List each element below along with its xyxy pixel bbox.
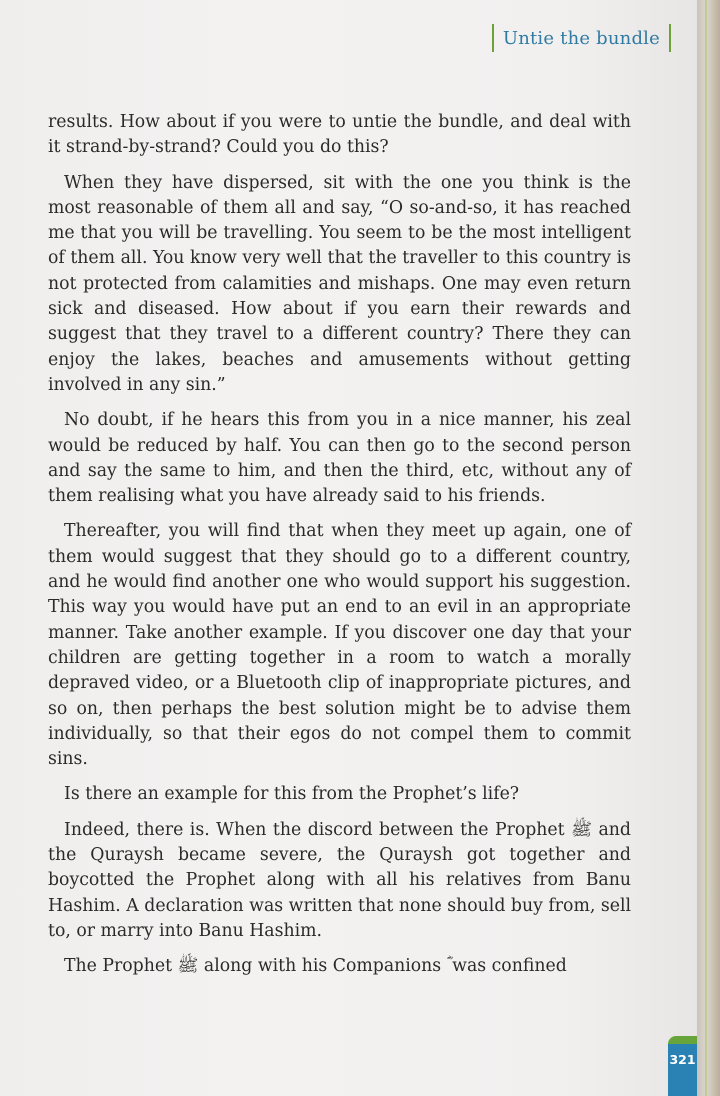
running-header xyxy=(492,22,671,54)
book-edge-stripe xyxy=(705,0,707,1096)
paragraph-4: Thereafter, you will find that when they meet up again, one of them would suggest that they should go to a different country, and he would find another one who would support his suggestion. This way you would have put an end to an evil in an appropriate manner. Take another example. If you discover one day that your children are getting together in a room to watch a morally depraved video, or a Bluetooth clip of inappropriate pictures, and so on, then perhaps the best solution might be to advise them individually, so that their egos do not compel them to commit sins. xyxy=(48,521,631,770)
paragraph-6: Indeed, there is. When the discord between the Prophet ﷺ and the Quraysh became severe, the Quraysh got together and boycotted the Prophet along with all his relatives from Banu Hashim. A declaration was written that none should buy from, sell to, or marry into Banu Hashim. xyxy=(48,819,631,941)
paragraph-5: Is there an example for this from the Prophet’s life? xyxy=(64,784,520,805)
paragraph-2: When they have dispersed, sit with the one you think is the most reasonable of them all and say, “O so-and-so, it has reached me that you will be travelling. You seem to be the most intelligent of them all. You know very well that the traveller to this country is not protected from calamities and mishaps. One may even return sick and diseased. How about if you earn their rewards and suggest that they travel to a different country? There they can enjoy the lakes, beaches and amusements without getting involved in any sin.” xyxy=(48,172,631,395)
paragraph-3: No doubt, if he hears this from you in a nice manner, his zeal would be reduced by half. You can then go to the second person and say the same to him, and then the third, etc, without any of them realising what you have already said to his friends. xyxy=(48,410,631,507)
page-number: 321 xyxy=(669,1052,696,1067)
body-text xyxy=(48,110,631,990)
page-number-cap xyxy=(668,1036,697,1044)
page-number-tab xyxy=(668,1036,697,1096)
paragraph-7: The Prophet ﷺ along with his Companions ؓ was confined xyxy=(64,956,567,977)
book-edge xyxy=(697,0,720,1096)
paragraph-1: results. How about if you were to untie the bundle, and deal with it strand-by-strand? Could you do this? xyxy=(48,112,631,158)
chapter-title: Untie the bundle xyxy=(502,27,660,49)
header-divider-right xyxy=(669,24,671,52)
